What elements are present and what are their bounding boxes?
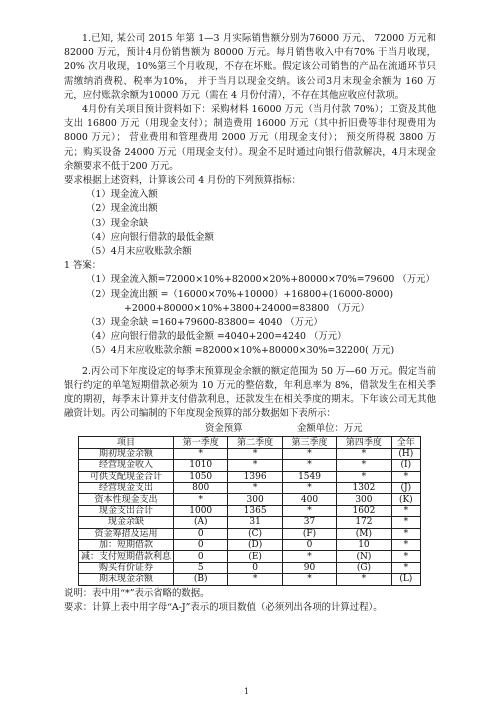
table-cell: (B) <box>174 574 228 585</box>
table-cell: 1000 <box>174 505 228 516</box>
table-cell: 10 <box>337 540 391 551</box>
q1-paragraph-2: 4月份有关项目预计资料如下：采购材料 16000 万元（当月付款 70%）；工资及其他支出 16800 万元（用现金支付）；制造费用 16000 万元（其中折旧费等非付现费用为 8000 万元）； 营业费用和管理费用 2000 万元（用现金支付）； 预交所得税 3800 万元；购买设备 24000 万元（用现金支付）。现金不足时通过向银行借款解决，4月末现金余额要求不低于200 万元。 <box>64 104 436 172</box>
table-header-cell: 第三季度 <box>282 437 336 448</box>
table-row <box>79 562 421 573</box>
table-cell: (J) <box>391 483 420 494</box>
table-cell: 1396 <box>228 471 282 482</box>
q1-item: （5）4月末应收账款余额 <box>86 246 192 258</box>
table-cell: 资本性现金支出 <box>79 494 174 505</box>
table-cell: (K) <box>391 494 420 505</box>
table-cell: (N) <box>337 551 391 562</box>
table-cell: * <box>282 574 336 585</box>
cash-budget-table <box>78 436 421 585</box>
table-cell: * <box>282 460 336 471</box>
table-cell: 172 <box>337 517 391 528</box>
q1-paragraph-1: 1.已知, 某公司 2015 年第 1—3 月实际销售额分别为76000 万元、 72000 万元和 82000 万元，预计4月份销售额为 80000 万元。每月销售收入中有70% 于当月收现，20% 次月收现，10%第三个月收现，不存在坏账。假定该公司销售的产品在流通环节只需缴纳消费税、税率为10%， 并于当月以现金交纳。该公司3月末现金余额为 160 万元，应付账款余额为10000 万元（需在 4 月份付清），不存在其他应收应付款项。 <box>64 33 436 101</box>
table-cell: 1602 <box>337 505 391 516</box>
table-header-cell: 第二季度 <box>228 437 282 448</box>
table-row <box>79 540 421 551</box>
table-cell: * <box>337 574 391 585</box>
table-cell: (E) <box>228 551 282 562</box>
table-cell: (A) <box>174 517 228 528</box>
table-header-cell: 全年 <box>391 437 420 448</box>
q1-item: （3）现金余缺 <box>86 217 149 229</box>
table-row <box>79 483 421 494</box>
table-cell: * <box>337 460 391 471</box>
table-cell: 资金筹措及运用 <box>79 528 174 539</box>
table-row <box>79 471 421 482</box>
table-cell: 1050 <box>174 471 228 482</box>
table-cell: 5 <box>174 562 228 573</box>
table-cell: * <box>174 494 228 505</box>
table-row <box>79 505 421 516</box>
table-cell: 现金余缺 <box>79 517 174 528</box>
table-cell: 300 <box>228 494 282 505</box>
table-cell: 经营现金收入 <box>79 460 174 471</box>
table-cell: 0 <box>174 540 228 551</box>
table-cell: * <box>337 448 391 459</box>
table-row <box>79 574 421 585</box>
table-cell: * <box>391 562 420 573</box>
table-cell: * <box>391 505 420 516</box>
q1-answer-line: +2000+80000×10%+3800+24000=83800 （万元） <box>124 302 370 314</box>
q1-answer-line: （3）现金余缺 =160+79600-83800= 4040 （万元） <box>86 317 323 329</box>
table-header-row <box>79 437 421 448</box>
table-cell: (F) <box>282 528 336 539</box>
q1-answer-line: （4）应向银行借款的最低金额 =4040+200=4240 （万元） <box>86 331 347 343</box>
table-cell: 加：短期借款 <box>79 540 174 551</box>
table-caption-row <box>64 422 436 436</box>
table-cell: * <box>282 551 336 562</box>
table-row <box>79 460 421 471</box>
table-cell: (I) <box>391 460 420 471</box>
table-cell: * <box>391 540 420 551</box>
table-cell: * <box>228 448 282 459</box>
q2-paragraph: 2.丙公司下年度设定的每季末预算现金余额的额定范围为 50 万—60 万元。假定当前银行约定的单笔短期借款必须为 10 万元的整倍数，年利息率为 8%，借款发生在相关季度的期初，每季末计算并支付借款利息，还款发生在相关季度的期末。下年该公司无其他融资计划。丙公司编制的下年度现金预算的部分数据如下表所示： <box>64 365 436 420</box>
table-row <box>79 517 421 528</box>
table-cell: * <box>391 528 420 539</box>
q2-requirement: 要求：计算上表中用字母“A-J”表示的项目数值（必须列出各项的计算过程）。 <box>64 601 383 613</box>
table-cell: 0 <box>282 540 336 551</box>
table-cell: * <box>282 483 336 494</box>
table-cell: 现金支出合计 <box>79 505 174 516</box>
table-header-cell: 项目 <box>79 437 174 448</box>
document-content <box>64 32 436 615</box>
q1-answer-list <box>64 273 436 358</box>
table-cell: 1365 <box>228 505 282 516</box>
table-cell: 1302 <box>337 483 391 494</box>
table-cell: (C) <box>228 528 282 539</box>
table-cell: * <box>228 483 282 494</box>
table-cell: * <box>391 517 420 528</box>
table-row <box>79 448 421 459</box>
table-cell: * <box>228 460 282 471</box>
q1-item: （4）应向银行借款的最低金额 <box>86 231 214 243</box>
table-cell: 37 <box>282 517 336 528</box>
table-cell: (G) <box>337 562 391 573</box>
table-cell: 经营现金支出 <box>79 483 174 494</box>
table-header-cell: 第四季度 <box>337 437 391 448</box>
table-cell: * <box>391 551 420 562</box>
table-row <box>79 551 421 562</box>
table-cell: 90 <box>282 562 336 573</box>
table-caption: 资金预算 <box>205 423 243 435</box>
table-cell: * <box>337 471 391 482</box>
table-header-cell: 第一季度 <box>174 437 228 448</box>
table-cell: 1010 <box>174 460 228 471</box>
table-cell: 期初现金余额 <box>79 448 174 459</box>
table-cell: 31 <box>228 517 282 528</box>
table-cell: 400 <box>282 494 336 505</box>
q1-item: （1）现金流入额 <box>86 189 158 201</box>
q1-requirement: 要求根据上述资料，计算该公司 4 月份的下列预算指标： <box>64 175 301 187</box>
q1-answer-title: 1 答案： <box>64 260 102 272</box>
table-cell: (L) <box>391 574 420 585</box>
q1-answer-line: （5）4月末应收账款余额 =82000×10%+80000×30%=32200( 万元) <box>86 345 395 357</box>
table-cell: (M) <box>337 528 391 539</box>
table-cell: 可供支配现金合计 <box>79 471 174 482</box>
q1-answer-line: （2）现金流出额 =（16000×70%+10000）+16800+(16000-8000) <box>86 288 394 300</box>
page-number: 1 <box>244 687 250 696</box>
table-cell: 购买有价证券 <box>79 562 174 573</box>
table-row <box>79 528 421 539</box>
table-cell: * <box>174 448 228 459</box>
table-cell: * <box>282 505 336 516</box>
table-row <box>79 494 421 505</box>
table-cell: 减：支付短期借款利息 <box>79 551 174 562</box>
table-note: 说明：表中用“*”表示省略的数据。 <box>64 587 210 599</box>
table-unit: 金额单位：万元 <box>297 423 363 435</box>
table-cell: 0 <box>174 528 228 539</box>
table-cell: 1549 <box>282 471 336 482</box>
table-cell: 0 <box>228 562 282 573</box>
table-cell: (D) <box>228 540 282 551</box>
q1-item: （2）现金流出额 <box>86 203 158 215</box>
table-cell: 300 <box>337 494 391 505</box>
table-cell: 期末现金余额 <box>79 574 174 585</box>
table-cell: * <box>228 574 282 585</box>
table-cell: 800 <box>174 483 228 494</box>
table-cell: (H) <box>391 448 420 459</box>
table-cell: * <box>391 471 420 482</box>
q1-answer-line: （1）现金流入额=72000×10%+82000×20%+80000×70%=79600 （万元） <box>86 274 435 286</box>
q1-item-list <box>64 188 436 259</box>
table-cell: * <box>282 448 336 459</box>
table-cell: 0 <box>174 551 228 562</box>
